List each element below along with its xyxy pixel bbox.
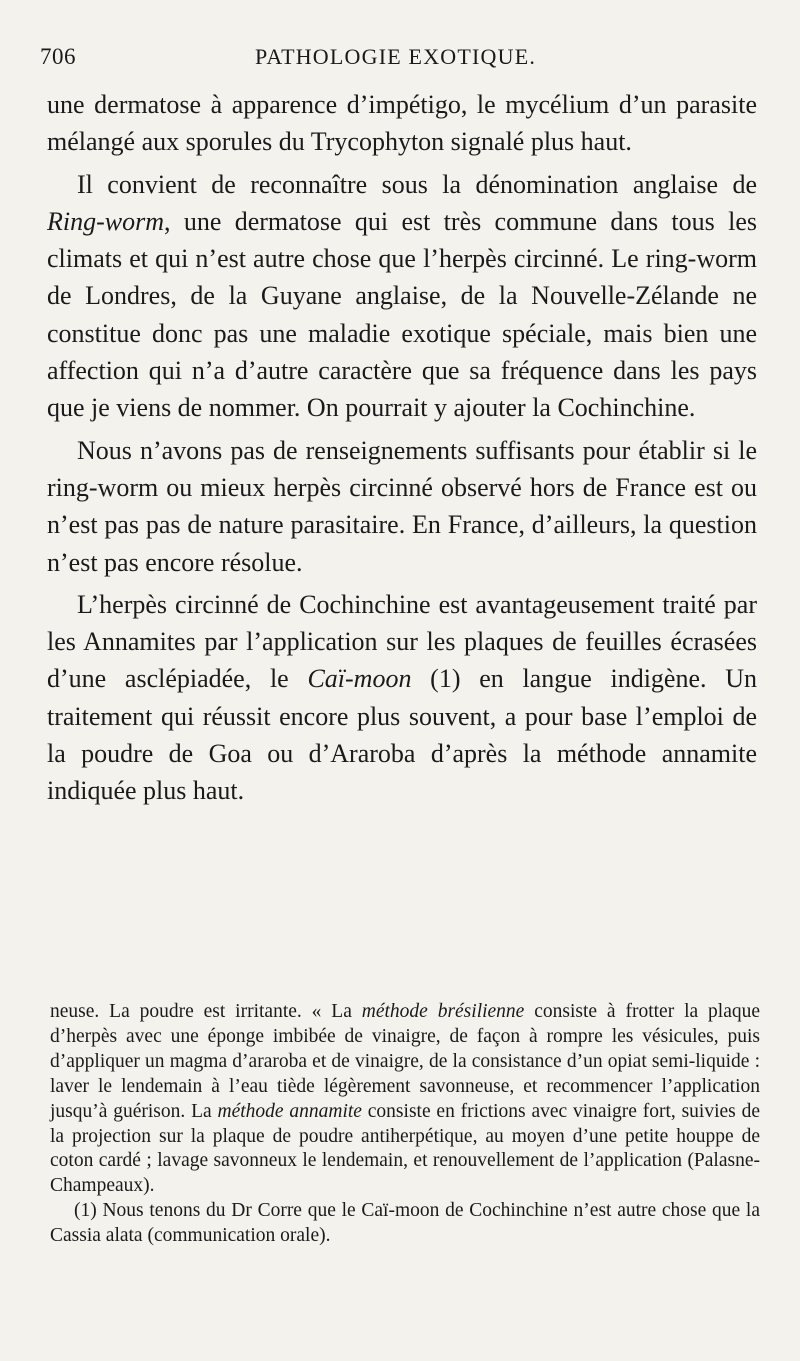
methode-bresilienne-term: méthode brésilienne (361, 1001, 525, 1022)
footnote-continued (50, 1000, 760, 1199)
body-text (47, 86, 757, 810)
footnote-continued-text-b: consiste à frotter la plaque d’herpès avec une éponge imbibée de vinaigre, de façon à rompre les vésicules, puis d’appliquer un magma d’araroba et de vinaigre, de la consistance d’un opiat semi-liquide : laver le lendemain à l’eau tiède légèrement savonneuse, et recommencer l’application jusqu’à guérison. La (50, 1001, 761, 1122)
page-number: 706 (40, 44, 76, 69)
footnote-1 (50, 1199, 760, 1249)
running-head (40, 44, 760, 76)
running-title: PATHOLOGIE EXOTIQUE. (255, 44, 537, 69)
footnote-continued-text-a: neuse. La poudre est irritante. « La (50, 1001, 362, 1022)
methode-annamite-term: méthode annamite (217, 1100, 362, 1122)
paragraph-1 (47, 86, 757, 161)
footnote-continued-text-c: consiste en frictions avec vinaigre fort, suivies de la projection sur la plaque de poudre antiherpétique, au moyen d’une petite houppe de coton cardé ; lavage savonneux le lendemain, et renouvellement de l’application (Palasne-Champeaux). (50, 1100, 760, 1197)
footnotes (50, 1000, 760, 1249)
paragraph-1-text: une dermatose à apparence d’impétigo, le mycélium d’un parasite mélangé aux sporules du Trycophyton signalé plus haut. (47, 90, 757, 157)
paragraph-4-text-a: L’herpès circinné de Cochinchine est avantageusement traité par les Annamites par l’application sur les plaques de feuilles écrasées d’une asclépiadée, le (47, 589, 757, 694)
paragraph-2 (47, 166, 757, 427)
paragraph-4 (47, 586, 757, 810)
cai-moon-term: Caï-moon (307, 664, 412, 694)
paragraph-3-text: Nous n’avons pas de renseignements suffisants pour établir si le ring-worm ou mieux herpès circinné observé hors de France est ou n’est pas pas de nature parasitaire. En France, d’ailleurs, la question n’est pas encore résolue. (47, 435, 757, 577)
footnote-1-text: (1) Nous tenons du Dr Corre que le Caï-moon de Cochinchine n’est autre chose que la Cassia alata (communication orale). (50, 1200, 760, 1247)
paragraph-4-text-b: (1) en langue indigène. Un traitement qui réussit encore plus souvent, a pour base l’emploi de la poudre de Goa ou d’Araroba d’après la méthode annamite indiquée plus haut. (47, 664, 757, 806)
ring-worm-term: Ring-worm (47, 206, 164, 236)
paragraph-3 (47, 432, 757, 581)
paragraph-2-text-b: , une dermatose qui est très commune dans tous les climats et qui n’est autre chose que l’herpès circinné. Le ring-worm de Londres, de la Guyane anglaise, de la Nouvelle-Zélande ne constitue donc pas une maladie exotique spéciale, mais bien une affection qui n’a d’autre caractère que sa fréquence dans les pays que je viens de nommer. On pourrait y ajouter la Cochinchine. (47, 206, 757, 423)
paragraph-2-text-a: Il convient de reconnaître sous la dénomination anglaise de (77, 169, 757, 199)
